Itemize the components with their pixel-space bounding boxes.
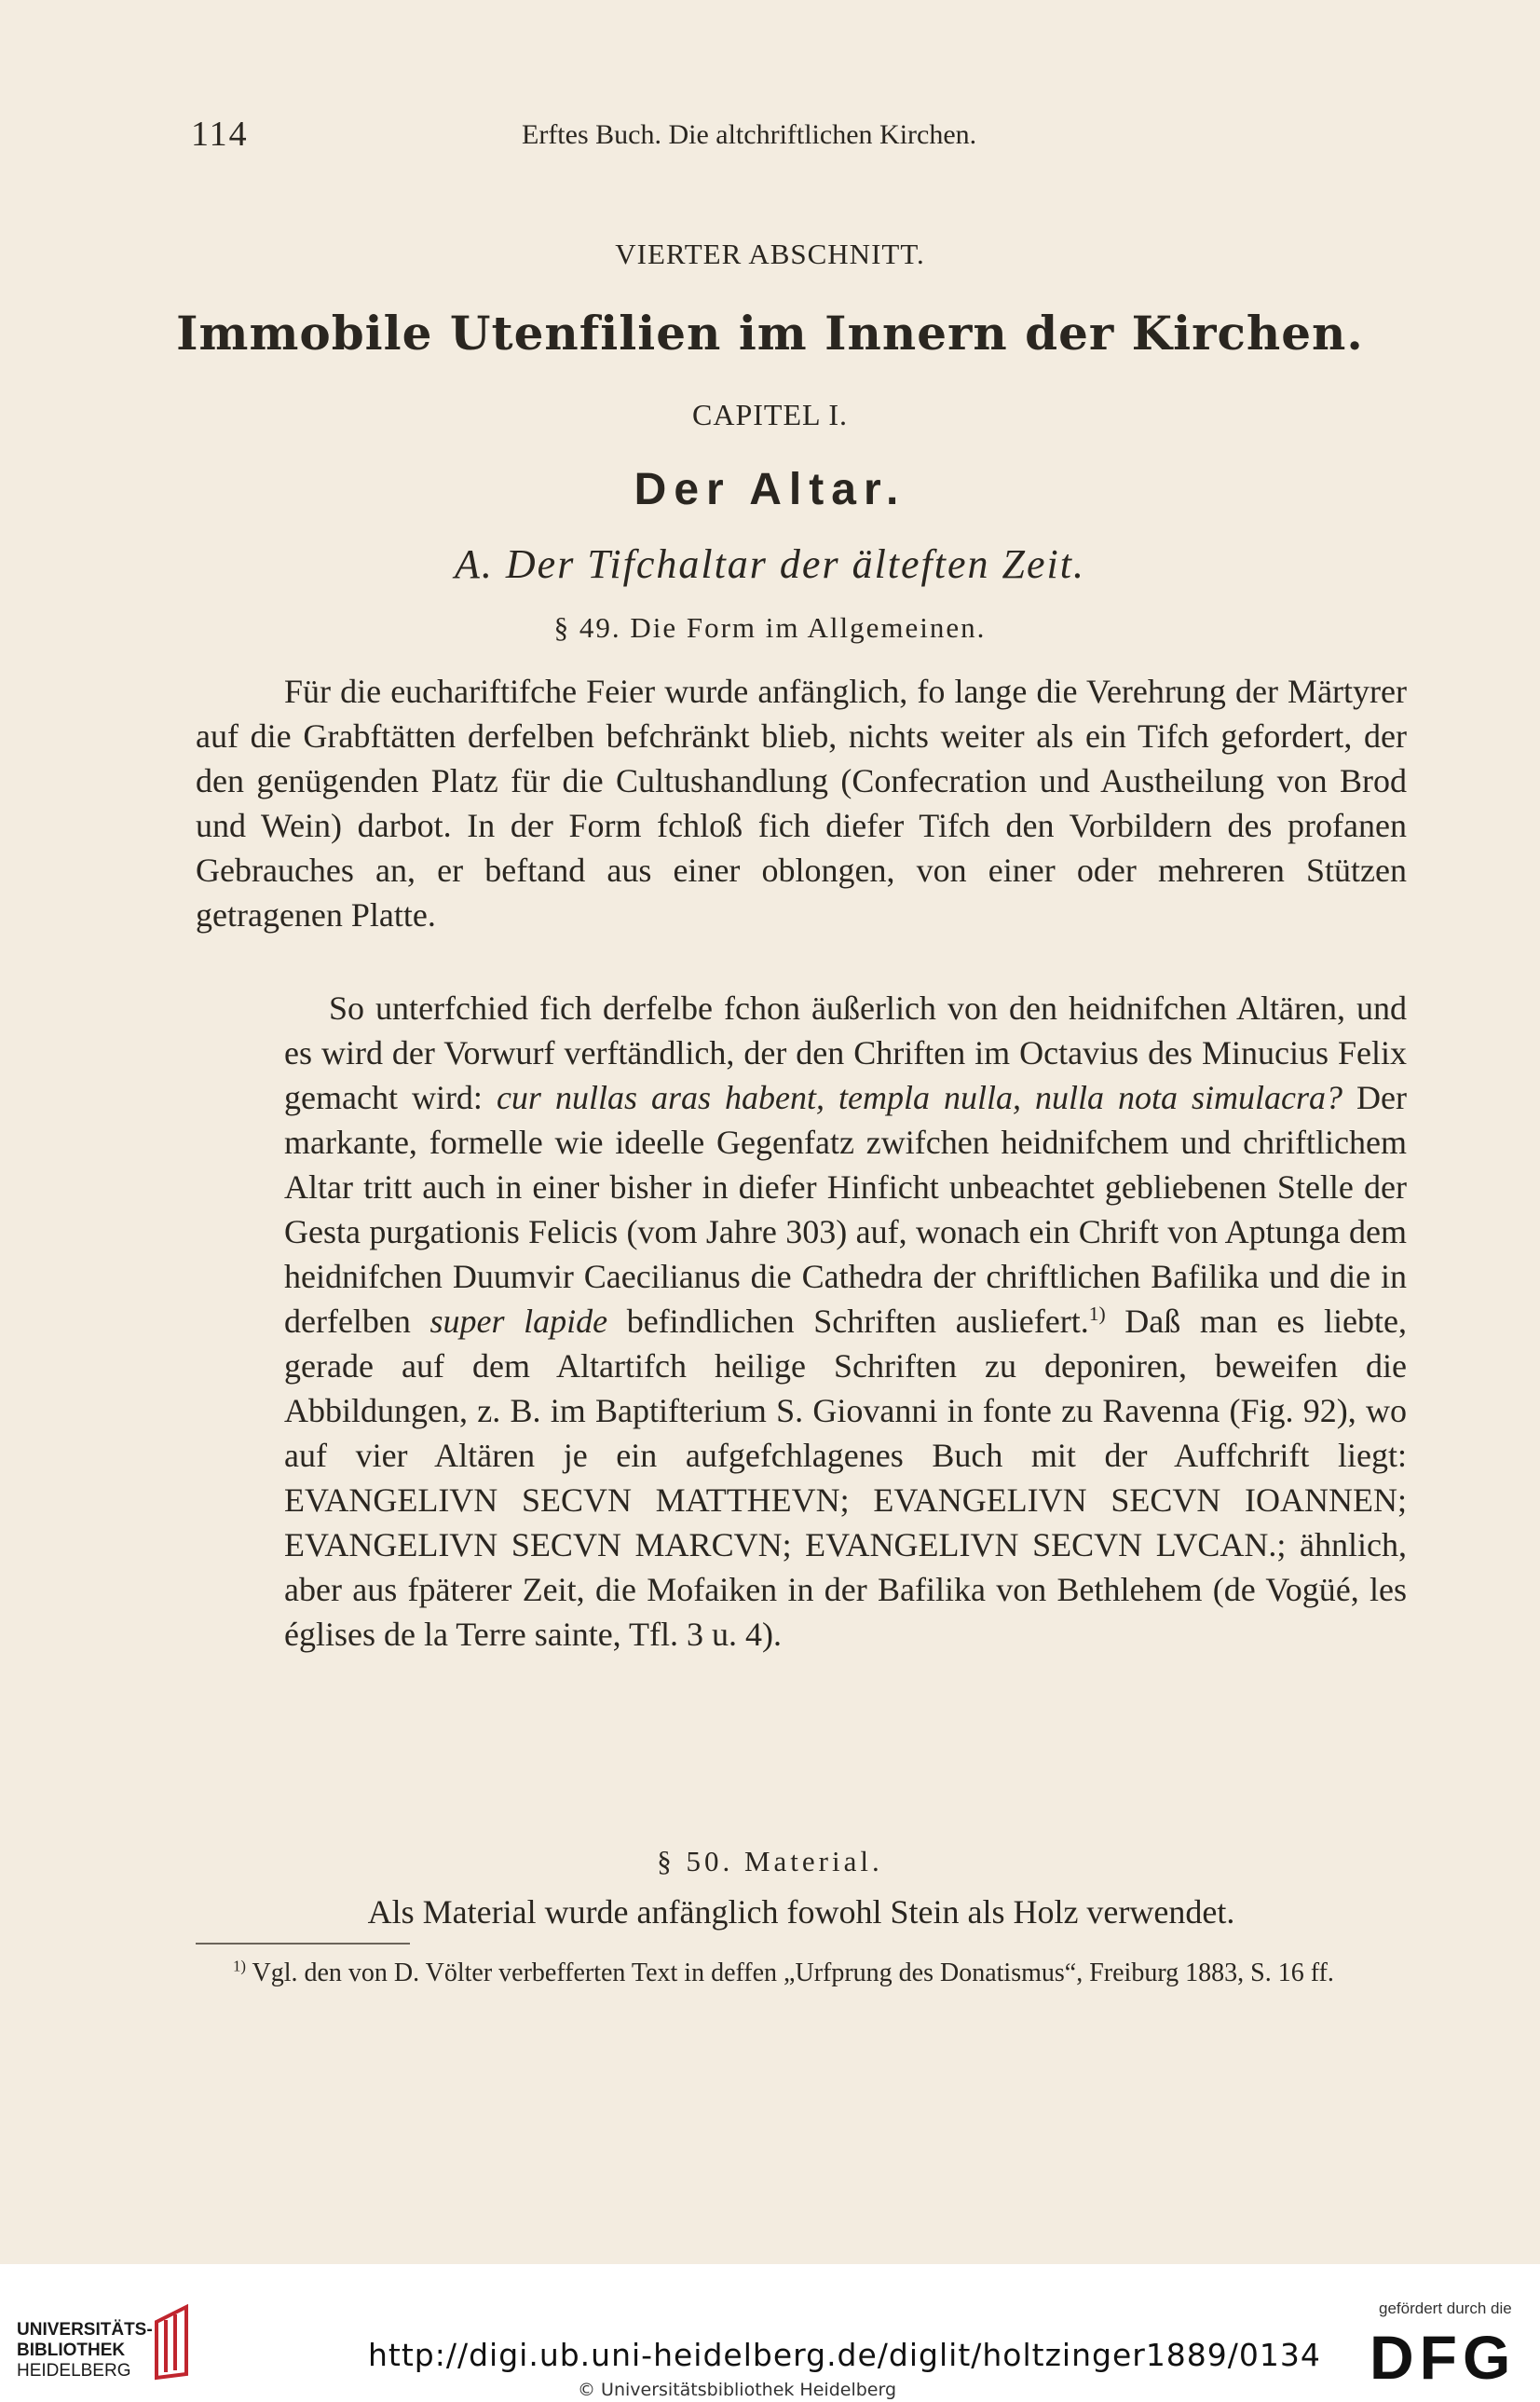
running-title: Erftes Buch. Die altchriftlichen Kirchen. xyxy=(522,119,977,150)
main-heading: Immobile Utenfilien im Innern der Kirchen. xyxy=(176,306,1364,361)
footnote-divider xyxy=(196,1943,410,1945)
paragraph-heading-50: § 50. Material. xyxy=(657,1845,883,1877)
footnote-text: Vgl. den von D. Völter verbefferten Text in deffen „Urfprung des Donatismus“, Freiburg 1883, S. 16 ff. xyxy=(245,1958,1334,1987)
latin-quote: cur nullas aras habent, templa nulla, nulla nota simulacra? xyxy=(496,1079,1343,1116)
paragraph-heading-49: § 49. Die Form im Allgemeinen. xyxy=(553,611,987,644)
copyright-notice: © Universitätsbibliothek Heidelberg xyxy=(578,2380,897,2400)
library-name-line: HEIDELBERG xyxy=(17,2361,131,2381)
body-paragraph-1 xyxy=(196,669,1407,937)
library-footer xyxy=(0,2264,1540,2402)
page-number: 114 xyxy=(191,115,249,154)
library-name-line: UNIVERSITÄTS- xyxy=(17,2320,153,2340)
dfg-logo: DFG xyxy=(1370,2323,1517,2392)
body-paragraph-3 xyxy=(196,1890,1407,1934)
subsection-title: A. Der Tifchaltar der älteften Zeit. xyxy=(455,541,1085,587)
section-label: VIERTER ABSCHNITT. xyxy=(615,238,925,270)
digital-edition-link[interactable]: http://digi.ub.uni-heidelberg.de/diglit/holtzinger1889/0134 xyxy=(368,2337,1321,2373)
text-run: Daß man es liebte, gerade auf dem Altartifch heilige Schriften zu deponiren, beweifen die Abbildungen, z. B. im Baptifterium S. Giovanni in fonte zu Ravenna (Fig. 92), wo auf vier Altären je ein aufgefchlagenes Buch mit der Auffchrift liegt: EVANGELIVN SECVN MATTHEVN; EVANGELIVN SECVN IOANNEN; EVANGELIVN SECVN MARCVN; EVANGELIVN SECVN LVCAN.; ähnlich, aber aus fpäterer Zeit, die Mofaiken in der Bafilika von Bethlehem (de Vogüé, les églises de la Terre sainte, Tfl. 3 u. 4). xyxy=(284,1303,1407,1653)
chapter-title: Der Altar. xyxy=(634,465,906,514)
footnote xyxy=(196,1955,1407,1992)
paragraph-text xyxy=(284,986,1407,1657)
text-run: befindlichen Schriften ausliefert. xyxy=(607,1303,1089,1340)
funding-note: gefördert durch die xyxy=(1379,2300,1512,2317)
text-run: So unterfchied fich derfelbe fchon äußerlich von den heidnifchen Altären, und es wird der Vorwurf verftändlich, der den Chriften im Octavius des Minucius Felix gemacht wird: xyxy=(284,989,1407,1116)
library-logo-icon xyxy=(149,2303,194,2382)
text-run: Der markante, formelle wie ideelle Gegenfatz zwifchen heidnifchem und chriftlichem Altar tritt auch in einer bisher in diefer Hinficht unbeachtet gebliebenen Stelle der Gesta purgationis Felicis (vom Jahre 303) auf, wonach ein Chrift von Aptunga dem heidnifchen Duumvir Caecilianus die Cathedra der chriftlichen Bafilika und die in derfelben xyxy=(284,1079,1407,1340)
paragraph-text: Als Material wurde anfänglich fowohl Stein als Holz verwendet. xyxy=(367,1893,1235,1931)
latin-phrase: super lapide xyxy=(429,1303,608,1340)
paragraph-text: Für die euchariftifche Feier wurde anfänglich, fo lange die Verehrung der Märtyrer auf die Grabftätten derfelben befchränkt blieb, nichts weiter als ein Tifch gefordert, der den genügenden Platz für die Cultushandlung (Confecration und Austheilung von Brod und Wein) darbot. In der Form fchloß fich diefer Tifch den Vorbildern des profanen Gebrauches an, er beftand aus einer oblongen, von einer oder mehreren Stützen getragenen Platte. xyxy=(196,673,1407,934)
chapter-label: CAPITEL I. xyxy=(691,398,848,431)
footnote-mark: 1) xyxy=(233,1957,246,1975)
library-name-line: BIBLIOTHEK xyxy=(17,2341,126,2360)
library-name xyxy=(17,2320,153,2382)
footnote-reference[interactable]: 1) xyxy=(1088,1303,1106,1325)
body-paragraph-2 xyxy=(284,986,1407,1657)
